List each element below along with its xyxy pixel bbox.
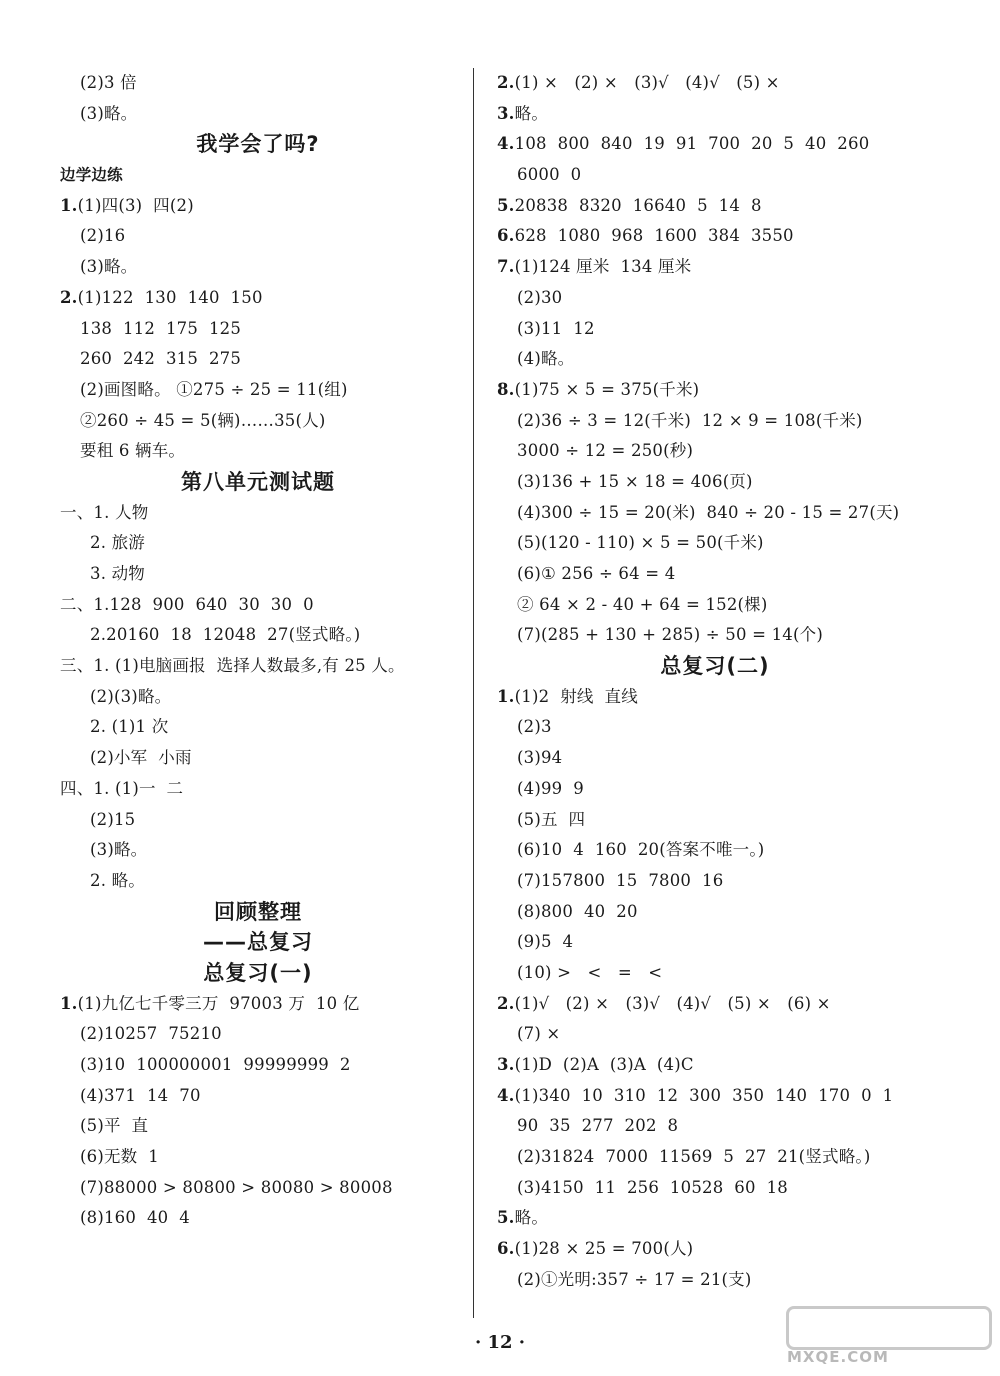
answer-text: (7)(285 + 130 + 285) ÷ 50 = 14(个) <box>517 625 823 645</box>
question-number: 1. <box>60 993 78 1013</box>
answer-text: 3. 动物 <box>90 564 145 583</box>
answer-line <box>495 528 935 559</box>
answer-line <box>495 467 935 498</box>
question-number: 2. <box>497 73 515 92</box>
answer-line <box>495 989 935 1020</box>
answer-line <box>58 1142 458 1173</box>
question-number: 2. <box>60 287 78 307</box>
question-number: 1. <box>497 686 515 706</box>
answer-text: (2)10257 75210 <box>80 1024 222 1044</box>
answer-text: (1)124 厘米 134 厘米 <box>514 257 692 277</box>
answer-text: ②260 ÷ 45 = 5(辆)……35(人) <box>80 410 326 430</box>
section-heading <box>58 129 458 160</box>
answer-line <box>495 927 935 958</box>
answer-text: (3)4150 11 256 10528 60 18 <box>517 1177 788 1197</box>
answer-line <box>58 774 458 805</box>
answer-line <box>495 406 935 437</box>
answer-line <box>58 1111 458 1142</box>
page-number: · 12 · <box>474 1332 526 1353</box>
watermark-badge <box>786 1306 992 1350</box>
answer-text: (6)无数 1 <box>80 1147 159 1167</box>
answer-line <box>58 68 458 99</box>
answer-text: 108 800 840 19 91 700 20 5 40 260 <box>514 134 870 154</box>
answer-line <box>495 99 935 130</box>
answer-text: (3)略。 <box>80 103 138 123</box>
answer-text: 略。 <box>514 1208 549 1228</box>
answer-line <box>58 651 458 682</box>
answer-line <box>495 1081 935 1112</box>
answer-text: 总复习(二) <box>660 654 770 679</box>
answer-text: (2)15 <box>90 809 136 829</box>
answer-line <box>495 1111 935 1142</box>
answer-text: (2)16 <box>80 226 126 246</box>
answer-line <box>495 590 935 621</box>
answer-line <box>495 129 935 160</box>
section-heading <box>58 897 458 928</box>
answer-text: (1)340 10 310 12 300 350 140 170 0 1 <box>514 1085 894 1105</box>
answer-text: (2)画图略。 ①275 ÷ 25 = 11(组) <box>80 379 348 399</box>
answer-text: (1)D (2)A (3)A (4)C <box>514 1055 694 1074</box>
question-number: 8. <box>497 379 515 399</box>
answer-text: 总复习(一) <box>203 960 313 985</box>
answer-line <box>495 1234 935 1265</box>
answer-text: 回顾整理 <box>214 899 302 924</box>
answer-line <box>495 68 935 99</box>
answer-text: 260 242 315 275 <box>80 349 242 369</box>
answer-text: (1)四(3) 四(2) <box>77 195 194 215</box>
answer-line <box>495 1203 935 1234</box>
answer-text: (1)75 × 5 = 375(千米) <box>514 379 700 399</box>
answer-line <box>58 1019 458 1050</box>
answer-line <box>495 1265 935 1296</box>
answer-line <box>58 406 458 437</box>
answer-text: 138 112 175 125 <box>80 318 242 338</box>
question-number: 4. <box>497 134 515 154</box>
answer-line <box>58 682 458 713</box>
answer-line <box>58 743 458 774</box>
section-heading <box>495 651 935 682</box>
answer-text: (2)①光明:357 ÷ 17 = 21(支) <box>517 1269 752 1289</box>
answer-text: (10) > < = < <box>517 962 663 982</box>
answer-line <box>495 682 935 713</box>
answer-text: 628 1080 968 1600 384 3550 <box>514 226 794 246</box>
answer-text: (3)略。 <box>90 840 148 860</box>
answer-line <box>58 436 458 467</box>
answer-line <box>58 375 458 406</box>
answer-text: 略。 <box>514 103 549 123</box>
answer-line <box>495 160 935 191</box>
section-heading <box>58 467 458 498</box>
column-divider <box>473 68 474 1318</box>
answer-text: (2)3 <box>517 717 552 737</box>
question-number: 5. <box>497 1208 515 1228</box>
answer-text: (1)28 × 25 = 700(人) <box>514 1239 694 1259</box>
watermark-text: MXQE.COM <box>787 1348 889 1366</box>
answer-text: (7)157800 15 7800 16 <box>517 870 724 890</box>
answer-text: 2. 旅游 <box>90 533 145 553</box>
answer-line <box>58 344 458 375</box>
answer-line <box>495 1019 935 1050</box>
answer-text: (2)36 ÷ 3 = 12(千米) 12 × 9 = 108(千米) <box>517 410 863 430</box>
answer-line <box>495 344 935 375</box>
answer-text: 我学会了吗? <box>196 132 320 157</box>
answer-text: (6)① 256 ÷ 64 = 4 <box>517 564 676 583</box>
answer-line <box>58 1081 458 1112</box>
question-number: 4. <box>497 1085 515 1105</box>
answer-text: 3000 ÷ 12 = 250(秒) <box>517 441 694 461</box>
question-number: 6. <box>497 226 515 246</box>
answer-text: (3)略。 <box>80 257 138 277</box>
answer-text: (9)5 4 <box>517 932 574 952</box>
answer-text: (5)平 直 <box>80 1116 149 1136</box>
answer-line <box>58 712 458 743</box>
answer-text: (3)11 12 <box>517 318 595 338</box>
answer-text: (3)94 <box>517 748 563 768</box>
answer-line <box>58 314 458 345</box>
answer-text: 20838 8320 16640 5 14 8 <box>514 195 762 215</box>
answer-line <box>58 1050 458 1081</box>
answer-line <box>495 1050 935 1081</box>
answer-text: 要租 6 辆车。 <box>80 441 186 461</box>
answer-text: 三、1. (1)电脑画报 选择人数最多,有 25 人。 <box>60 656 405 676</box>
answer-line <box>495 314 935 345</box>
answer-text: (8)160 40 4 <box>80 1208 190 1228</box>
answer-line <box>495 805 935 836</box>
answer-text: 四、1. (1)一 二 <box>60 778 184 798</box>
answer-text: (4)略。 <box>517 349 575 369</box>
answer-text: 2. 略。 <box>90 870 145 890</box>
answer-text: (1) × (2) × (3)√ (4)√ (5) × <box>514 73 780 92</box>
question-number: 2. <box>497 993 515 1013</box>
answer-text: ② 64 × 2 - 40 + 64 = 152(棵) <box>517 594 768 614</box>
section-heading <box>58 958 458 989</box>
answer-line <box>58 835 458 866</box>
answer-line <box>58 866 458 897</box>
answer-line <box>58 191 458 222</box>
answer-line <box>58 528 458 559</box>
answer-text: 边学边练 <box>60 166 123 185</box>
answer-line <box>495 436 935 467</box>
right-column <box>495 68 935 1296</box>
answer-text: (1)√ (2) × (3)√ (4)√ (5) × (6) × <box>514 993 831 1013</box>
answer-text: ——总复习 <box>203 930 313 955</box>
answer-line <box>495 743 935 774</box>
answer-text: (1)122 130 140 150 <box>77 287 263 307</box>
answer-line <box>58 590 458 621</box>
answer-text: 2. (1)1 次 <box>90 717 169 737</box>
answer-line <box>495 866 935 897</box>
answer-text: (3)136 + 15 × 18 = 406(页) <box>517 471 753 491</box>
answer-text: 6000 0 <box>517 165 582 185</box>
answer-text: (1)九亿七千零三万 97003 万 10 亿 <box>77 993 360 1013</box>
answer-line <box>495 958 935 989</box>
question-number: 7. <box>497 257 515 277</box>
answer-line <box>495 835 935 866</box>
answer-text: 2.20160 18 12048 27(竖式略。) <box>90 625 361 645</box>
answer-line <box>495 897 935 928</box>
answer-text: (4)371 14 70 <box>80 1085 201 1105</box>
answer-line <box>495 1142 935 1173</box>
answer-text: (7)88000 > 80800 > 80080 > 80008 <box>80 1177 393 1197</box>
answer-line <box>58 99 458 130</box>
answer-line <box>495 498 935 529</box>
answer-line <box>495 559 935 590</box>
answer-text: (5)(120 - 110) × 5 = 50(千米) <box>517 533 764 553</box>
answer-line <box>495 375 935 406</box>
answer-text: (2)(3)略。 <box>90 686 172 706</box>
answer-line <box>58 989 458 1020</box>
answer-text: (7) × <box>517 1024 561 1044</box>
question-number: 6. <box>497 1239 515 1259</box>
answer-line <box>58 283 458 314</box>
answer-line <box>58 1173 458 1204</box>
answer-text: (2)31824 7000 11569 5 27 21(竖式略。) <box>517 1147 871 1167</box>
answer-text: (5)五 四 <box>517 809 586 829</box>
answer-text: 一、1. 人物 <box>60 502 149 522</box>
question-number: 3. <box>497 103 515 123</box>
answer-text: 90 35 277 202 8 <box>517 1116 679 1136</box>
answer-text: 二、1.128 900 640 30 30 0 <box>60 594 314 614</box>
answer-line <box>58 221 458 252</box>
question-number: 1. <box>60 195 78 215</box>
answer-line <box>58 805 458 836</box>
answer-line <box>58 498 458 529</box>
answer-line <box>495 712 935 743</box>
answer-text: (3)10 100000001 99999999 2 <box>80 1055 351 1074</box>
answer-line <box>495 774 935 805</box>
answer-line <box>495 252 935 283</box>
answer-text: (2)30 <box>517 287 563 307</box>
answer-text: (8)800 40 20 <box>517 901 638 921</box>
answer-line <box>495 620 935 651</box>
answer-text: (6)10 4 160 20(答案不唯一。) <box>517 840 765 860</box>
answer-line <box>495 221 935 252</box>
answer-line <box>58 252 458 283</box>
answer-text: (4)99 9 <box>517 778 584 798</box>
watermark-logo <box>787 1306 992 1366</box>
answer-text: (2)3 倍 <box>80 73 137 92</box>
answer-text: (1)2 射线 直线 <box>514 686 638 706</box>
answer-line <box>58 620 458 651</box>
answer-text: (2)小军 小雨 <box>90 748 192 768</box>
answer-line <box>58 1203 458 1234</box>
question-number: 3. <box>497 1055 515 1074</box>
answer-line <box>58 559 458 590</box>
answer-text: 第八单元测试题 <box>181 469 335 494</box>
subsection-heading <box>58 160 458 191</box>
answer-line <box>495 283 935 314</box>
section-heading <box>58 927 458 958</box>
question-number: 5. <box>497 195 515 215</box>
answer-line <box>495 1173 935 1204</box>
answer-text: (4)300 ÷ 15 = 20(米) 840 ÷ 20 - 15 = 27(天) <box>517 502 900 522</box>
left-column <box>58 68 458 1234</box>
answer-line <box>495 191 935 222</box>
